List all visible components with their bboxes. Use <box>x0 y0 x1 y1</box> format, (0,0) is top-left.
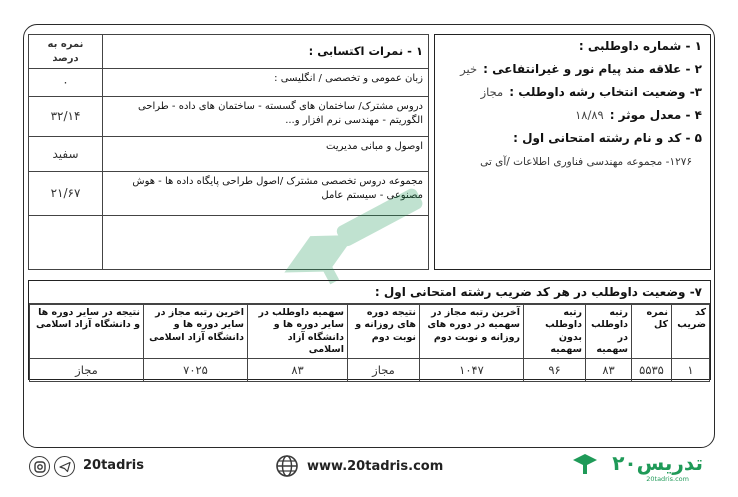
status-section <box>28 280 711 380</box>
status-table <box>29 304 710 382</box>
status-cell: ۱ <box>672 359 710 382</box>
score-cell: ۲۱/۶۷ <box>29 172 103 216</box>
status-header-row <box>30 305 710 359</box>
table-row <box>29 216 429 270</box>
payam-noor-value: خیر <box>460 62 478 76</box>
social-links <box>29 456 75 477</box>
candidate-number-label: ۱ - شماره داوطلبی : <box>578 39 702 53</box>
svg-text:20tadris.com: 20tadris.com <box>646 475 689 483</box>
column-header: آخرین رتبه مجاز در سهمیه در دوره های روزانه و نوبت دوم <box>420 305 524 359</box>
column-header: کد ضریب <box>672 305 710 359</box>
scores-table <box>28 34 429 270</box>
column-header: اخرین رتبه مجاز در سایر دوره ها و دانشگاه آزاد اسلامی <box>144 305 248 359</box>
percent-header: نمره به درصد <box>29 35 103 69</box>
selection-status-row <box>443 85 702 108</box>
status-cell: ۷۰۲۵ <box>144 359 248 382</box>
score-cell: ۰ <box>29 69 103 97</box>
subject-cell <box>103 216 429 270</box>
subject-cell: اوصول و مبانی مدیریت <box>103 137 429 172</box>
payam-noor-row <box>443 62 702 85</box>
selection-status-label: ۳- وضعیت انتخاب رشه داوطلب : <box>509 85 702 99</box>
column-header: نمره کل <box>632 305 672 359</box>
column-header: نتیجه در سایر دوره ها و دانشگاه آزاد اسلامی <box>30 305 144 359</box>
candidate-number-row <box>443 39 702 62</box>
selection-status-value: مجاز <box>480 85 504 99</box>
table-row <box>29 137 429 172</box>
social-handle[interactable]: 20tadris <box>83 458 144 473</box>
column-header: رتبه داوطلب در سهمیه <box>586 305 632 359</box>
status-title: ۷- وضعیت داوطلب در هر کد ضریب رشته امتحانی اول : <box>29 281 710 304</box>
status-value-row <box>30 359 710 382</box>
globe-icon <box>275 454 299 478</box>
status-cell: مجاز <box>30 359 144 382</box>
candidate-info-box <box>434 34 711 270</box>
scores-header-row <box>29 35 429 69</box>
table-row <box>29 97 429 137</box>
major-value: ۱۲۷۶- مجموعه مهندسی فناوری اطلاعات /آی تی <box>480 156 692 168</box>
website-link[interactable] <box>275 454 443 478</box>
telegram-icon[interactable] <box>54 456 75 477</box>
major-label: ۵ - کد و نام رشته امتحانی اول : <box>513 131 702 145</box>
table-row <box>29 172 429 216</box>
column-header: نتیجه دوره های روزانه و نوبت دوم <box>348 305 420 359</box>
status-cell: ۸۳ <box>248 359 348 382</box>
status-cell: ۱۰۴۷ <box>420 359 524 382</box>
instagram-icon[interactable] <box>29 456 50 477</box>
score-cell <box>29 216 103 270</box>
gpa-value: ۱۸/۸۹ <box>575 108 604 122</box>
subject-cell: مجموعه دروس تخصصی مشترک /اصول طراحی پایگاه داده ها - هوش مصنوعی - سیستم عامل <box>103 172 429 216</box>
subject-cell: دروس مشترک/ ساختمان های گسسته - ساختمان های داده - طراحی الگوریتم - مهندسی نرم افزار و... <box>103 97 429 137</box>
column-header: رتبه داوطلب بدون سهمیه <box>524 305 586 359</box>
status-cell: ۸۳ <box>586 359 632 382</box>
major-row <box>443 131 702 154</box>
score-cell: ۳۲/۱۴ <box>29 97 103 137</box>
brand-logo-icon[interactable] <box>571 446 711 484</box>
column-header: سهمیه داوطلب در سایر دوره ها و دانشگاه آزاد اسلامی <box>248 305 348 359</box>
footer <box>23 452 715 482</box>
subject-cell: زبان عمومی و تخصصی / انگلیسی : <box>103 69 429 97</box>
scores-title: ۱ - نمرات اکتسابی : <box>103 35 429 69</box>
table-row <box>29 69 429 97</box>
status-cell: ۹۶ <box>524 359 586 382</box>
website-url: www.20tadris.com <box>307 458 444 474</box>
gpa-label: ۴ - معدل موثر : <box>609 108 702 122</box>
gpa-row <box>443 108 702 131</box>
score-cell: سفید <box>29 137 103 172</box>
status-cell: ۵۵۳۵ <box>632 359 672 382</box>
status-cell: مجاز <box>348 359 420 382</box>
svg-text:۲۰تدریس: ۲۰تدریس <box>612 451 703 475</box>
payam-noor-label: ۲ - علاقه مند پیام نور و غیرانتفاعی : <box>483 62 702 76</box>
